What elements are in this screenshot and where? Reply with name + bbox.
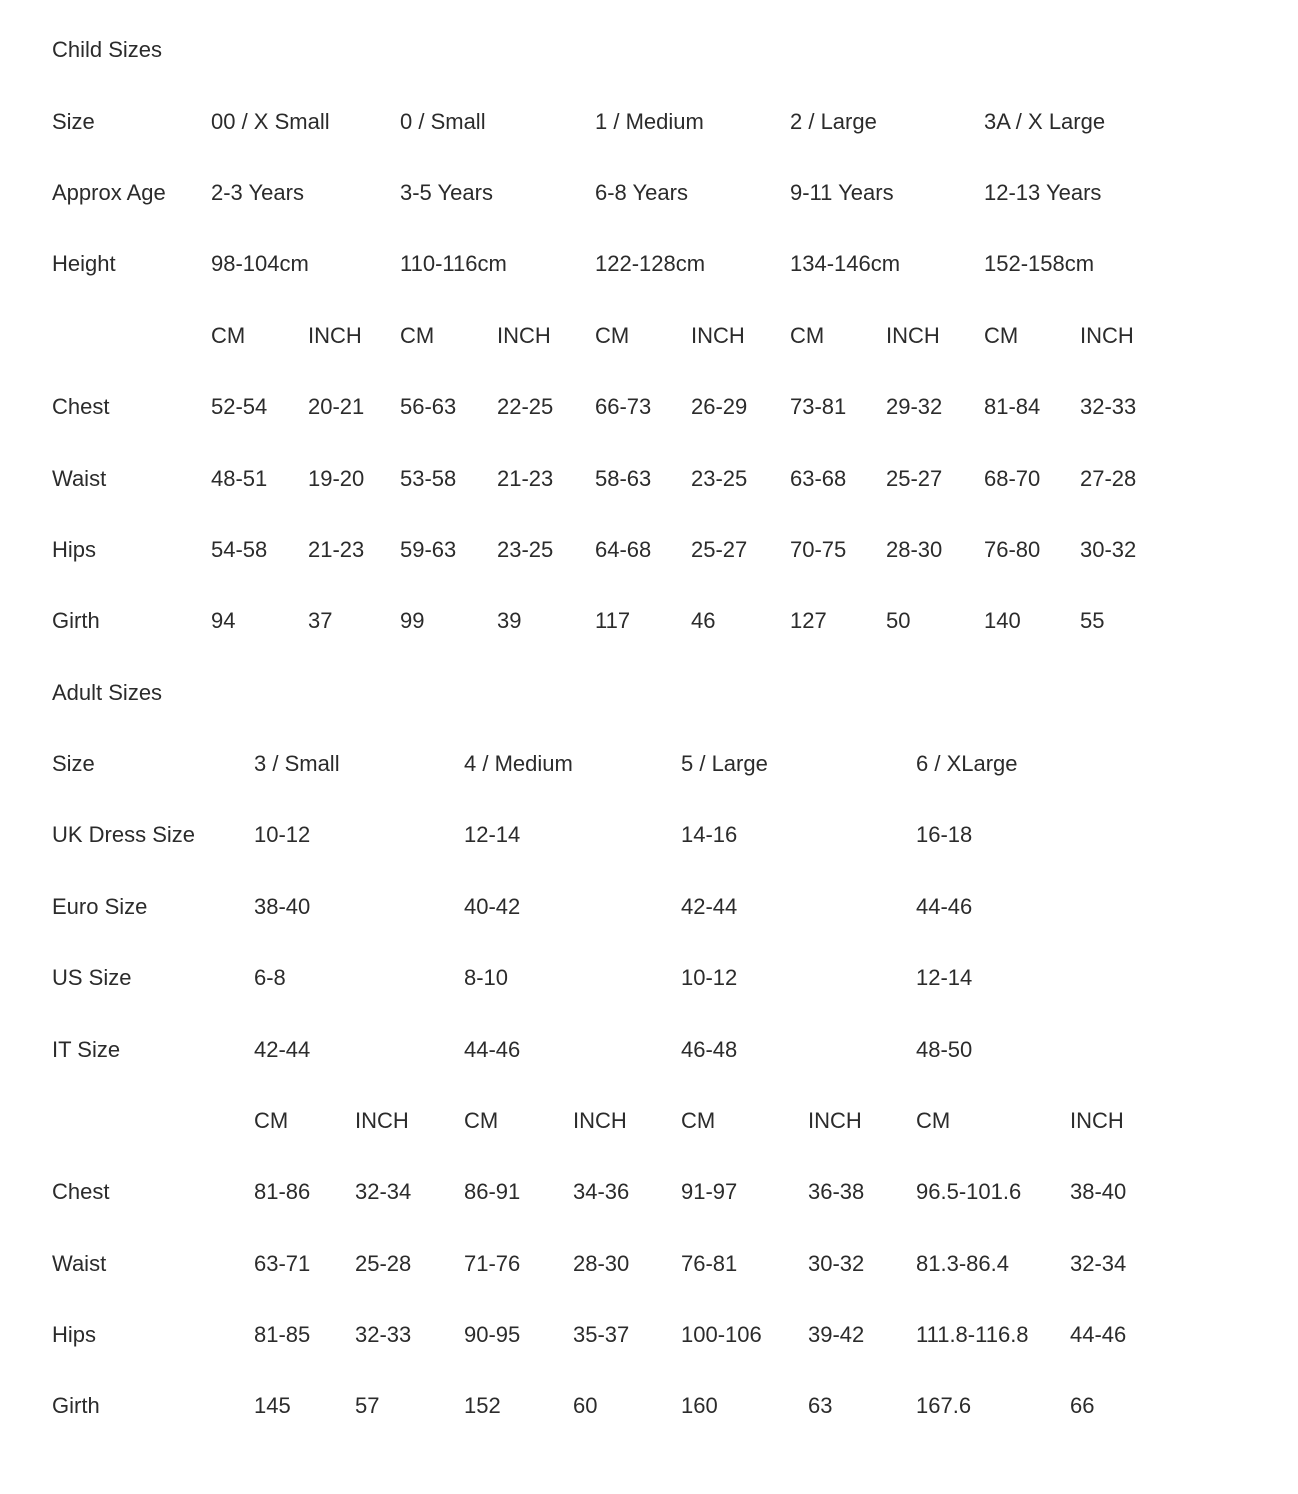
- table-cell: 21-23: [497, 466, 554, 491]
- table-cell: 98-104cm: [211, 251, 309, 276]
- table-cell: INCH: [1070, 1108, 1124, 1133]
- table-cell: 22-25: [497, 394, 554, 419]
- table-cell: 32-33: [355, 1322, 412, 1347]
- row-label: IT Size: [52, 1037, 121, 1062]
- table-cell: 55: [1080, 608, 1105, 633]
- table-cell: 23-25: [497, 537, 554, 562]
- table-cell: 12-14: [916, 965, 973, 990]
- table-cell: 25-28: [355, 1251, 412, 1276]
- table-cell: 110-116cm: [400, 251, 507, 276]
- row-label: Approx Age: [52, 180, 166, 205]
- table-cell: 73-81: [790, 394, 847, 419]
- table-cell: 6 / XLarge: [916, 751, 1018, 776]
- table-cell: 64-68: [595, 537, 652, 562]
- child-units-row: [0, 316, 1298, 356]
- table-cell: 57: [355, 1393, 380, 1418]
- row-label: Waist: [52, 466, 107, 491]
- table-cell: 100-106: [681, 1322, 762, 1347]
- table-cell: 58-63: [595, 466, 652, 491]
- table-cell: CM: [916, 1108, 951, 1133]
- table-cell: 44-46: [464, 1037, 521, 1062]
- table-cell: 3-5 Years: [400, 180, 493, 205]
- table-cell: 145: [254, 1393, 291, 1418]
- table-cell: 160: [681, 1393, 718, 1418]
- table-cell: 46-48: [681, 1037, 738, 1062]
- table-cell: 19-20: [308, 466, 365, 491]
- table-cell: CM: [400, 323, 435, 348]
- table-cell: 35-37: [573, 1322, 630, 1347]
- table-cell: 66-73: [595, 394, 652, 419]
- table-cell: 63-71: [254, 1251, 311, 1276]
- adult-euro-row: [0, 887, 1298, 927]
- table-cell: 34-36: [573, 1179, 630, 1204]
- table-cell: 42-44: [254, 1037, 311, 1062]
- table-cell: 25-27: [886, 466, 943, 491]
- table-cell: INCH: [355, 1108, 409, 1133]
- table-cell: 28-30: [573, 1251, 630, 1276]
- table-cell: 3A / X Large: [984, 109, 1106, 134]
- table-cell: INCH: [808, 1108, 862, 1133]
- table-cell: 76-80: [984, 537, 1041, 562]
- child-girth-row: [0, 601, 1298, 641]
- table-cell: 53-58: [400, 466, 457, 491]
- child-sizes-title: Child Sizes: [52, 37, 163, 62]
- adult-girth-row: [0, 1386, 1298, 1426]
- table-cell: 90-95: [464, 1322, 521, 1347]
- table-cell: 29-32: [886, 394, 943, 419]
- adult-chest-row: [0, 1172, 1298, 1212]
- table-cell: 25-27: [691, 537, 748, 562]
- table-cell: 81.3-86.4: [916, 1251, 1009, 1276]
- table-cell: 27-28: [1080, 466, 1137, 491]
- child-age-row: [0, 173, 1298, 213]
- adult-size-row: [0, 744, 1298, 784]
- adult-it-row: [0, 1030, 1298, 1070]
- row-label: Size: [52, 109, 95, 134]
- table-cell: 86-91: [464, 1179, 521, 1204]
- table-cell: INCH: [497, 323, 551, 348]
- row-label: Euro Size: [52, 894, 148, 919]
- adult-units-row: [0, 1101, 1298, 1141]
- table-cell: INCH: [573, 1108, 627, 1133]
- table-cell: 39: [497, 608, 522, 633]
- row-label: Chest: [52, 394, 110, 419]
- table-cell: CM: [211, 323, 246, 348]
- table-cell: 32-33: [1080, 394, 1137, 419]
- table-cell: 20-21: [308, 394, 365, 419]
- table-cell: 140: [984, 608, 1021, 633]
- table-cell: 21-23: [308, 537, 365, 562]
- table-cell: 81-86: [254, 1179, 311, 1204]
- table-cell: 6-8 Years: [595, 180, 688, 205]
- table-cell: 48-51: [211, 466, 268, 491]
- table-cell: 00 / X Small: [211, 109, 330, 134]
- table-cell: 8-10: [464, 965, 509, 990]
- table-cell: INCH: [886, 323, 940, 348]
- table-cell: 59-63: [400, 537, 457, 562]
- table-cell: 28-30: [886, 537, 943, 562]
- row-label: Hips: [52, 1322, 97, 1347]
- child-size-row: [0, 102, 1298, 142]
- row-label: Girth: [52, 608, 100, 633]
- child-chest-row: [0, 387, 1298, 427]
- table-cell: 134-146cm: [790, 251, 901, 276]
- table-cell: 96.5-101.6: [916, 1179, 1022, 1204]
- table-cell: 23-25: [691, 466, 748, 491]
- table-cell: 66: [1070, 1393, 1095, 1418]
- table-cell: 48-50: [916, 1037, 973, 1062]
- table-cell: 30-32: [808, 1251, 865, 1276]
- table-cell: 71-76: [464, 1251, 521, 1276]
- table-cell: 63-68: [790, 466, 847, 491]
- row-label: Girth: [52, 1393, 100, 1418]
- table-cell: CM: [595, 323, 630, 348]
- adult-waist-row: [0, 1244, 1298, 1284]
- row-label: Waist: [52, 1251, 107, 1276]
- table-cell: CM: [984, 323, 1019, 348]
- table-cell: 44-46: [1070, 1322, 1127, 1347]
- table-cell: 50: [886, 608, 911, 633]
- table-cell: 2 / Large: [790, 109, 877, 134]
- table-cell: 152: [464, 1393, 501, 1418]
- table-cell: 91-97: [681, 1179, 738, 1204]
- table-cell: CM: [464, 1108, 499, 1133]
- table-cell: INCH: [1080, 323, 1134, 348]
- table-cell: 5 / Large: [681, 751, 768, 776]
- table-cell: 32-34: [355, 1179, 412, 1204]
- table-cell: 2-3 Years: [211, 180, 304, 205]
- table-cell: 117: [595, 608, 631, 633]
- table-cell: 30-32: [1080, 537, 1137, 562]
- table-cell: 70-75: [790, 537, 847, 562]
- table-cell: 122-128cm: [595, 251, 706, 276]
- table-cell: 68-70: [984, 466, 1041, 491]
- table-cell: 56-63: [400, 394, 457, 419]
- table-cell: 12-13 Years: [984, 180, 1102, 205]
- table-cell: 40-42: [464, 894, 521, 919]
- row-label: Hips: [52, 537, 97, 562]
- row-label: US Size: [52, 965, 132, 990]
- row-label: Chest: [52, 1179, 110, 1204]
- child-height-row: [0, 244, 1298, 284]
- table-cell: 127: [790, 608, 827, 633]
- table-cell: 63: [808, 1393, 833, 1418]
- table-cell: 152-158cm: [984, 251, 1095, 276]
- table-cell: 44-46: [916, 894, 973, 919]
- table-cell: 26-29: [691, 394, 748, 419]
- table-cell: 37: [308, 608, 333, 633]
- table-cell: 81-85: [254, 1322, 311, 1347]
- table-cell: CM: [681, 1108, 716, 1133]
- adult-sizes-title: Adult Sizes: [52, 680, 163, 705]
- table-cell: INCH: [308, 323, 362, 348]
- child-hips-row: [0, 530, 1298, 570]
- table-cell: 6-8: [254, 965, 286, 990]
- table-cell: 111.8-116.8: [916, 1322, 1029, 1347]
- adult-uk-row: [0, 815, 1298, 855]
- adult-hips-row: [0, 1315, 1298, 1355]
- table-cell: 99: [400, 608, 425, 633]
- table-cell: 167.6: [916, 1393, 972, 1418]
- table-cell: 10-12: [254, 822, 311, 847]
- table-cell: 60: [573, 1393, 598, 1418]
- table-cell: 81-84: [984, 394, 1041, 419]
- adult-us-row: [0, 958, 1298, 998]
- table-cell: 4 / Medium: [464, 751, 573, 776]
- table-cell: INCH: [691, 323, 745, 348]
- table-cell: 42-44: [681, 894, 738, 919]
- row-label: UK Dress Size: [52, 822, 196, 847]
- row-label: Size: [52, 751, 95, 776]
- table-cell: 3 / Small: [254, 751, 340, 776]
- table-cell: 16-18: [916, 822, 973, 847]
- child-waist-row: [0, 459, 1298, 499]
- table-cell: 36-38: [808, 1179, 865, 1204]
- table-cell: 14-16: [681, 822, 738, 847]
- table-cell: 39-42: [808, 1322, 865, 1347]
- table-cell: 76-81: [681, 1251, 738, 1276]
- table-cell: 54-58: [211, 537, 268, 562]
- row-label: Height: [52, 251, 116, 276]
- table-cell: 52-54: [211, 394, 268, 419]
- table-cell: CM: [254, 1108, 289, 1133]
- table-cell: CM: [790, 323, 825, 348]
- table-cell: 38-40: [254, 894, 311, 919]
- table-cell: 9-11 Years: [790, 180, 894, 205]
- table-cell: 46: [691, 608, 716, 633]
- table-cell: 32-34: [1070, 1251, 1127, 1276]
- table-cell: 38-40: [1070, 1179, 1127, 1204]
- table-cell: 0 / Small: [400, 109, 486, 134]
- table-cell: 10-12: [681, 965, 738, 990]
- table-cell: 1 / Medium: [595, 109, 704, 134]
- table-cell: 94: [211, 608, 236, 633]
- table-cell: 12-14: [464, 822, 521, 847]
